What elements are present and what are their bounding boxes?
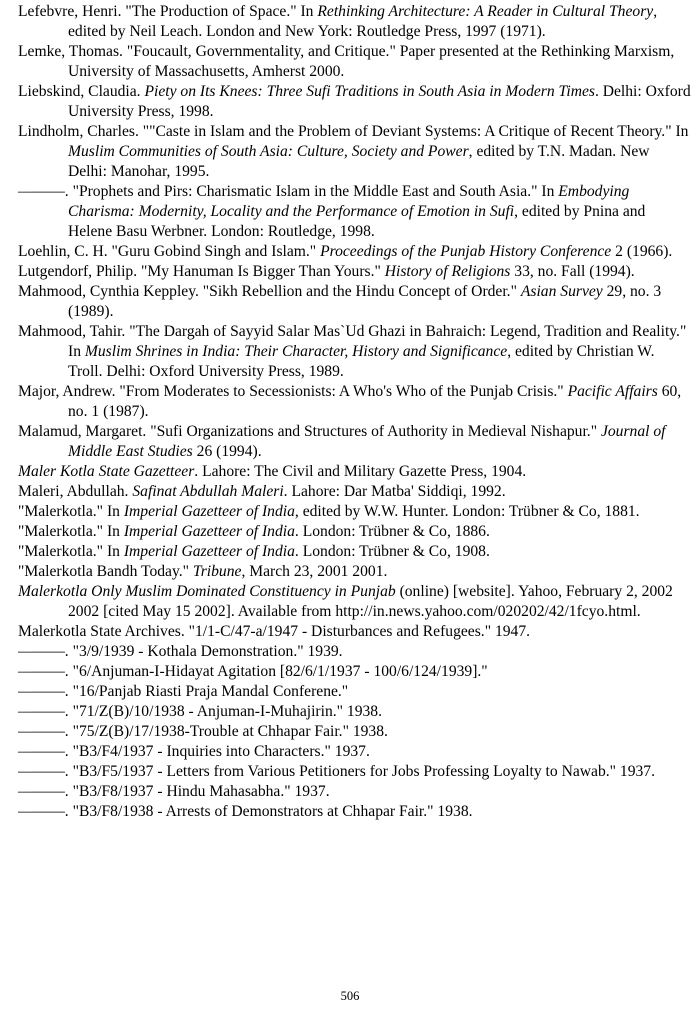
entry-text: ———. "75/Z(B)/17/1938-Trouble at Chhapar Fair." 1938. xyxy=(18,723,388,740)
bibliography-entry xyxy=(18,782,692,802)
bibliography-entry xyxy=(18,582,692,622)
entry-title-italic: Tribune xyxy=(192,563,242,580)
bibliography-entry xyxy=(18,622,692,642)
entry-title-italic: Imperial Gazetteer of India xyxy=(123,543,295,560)
entry-title-italic: Rethinking Architecture: A Reader in Cultural Theory xyxy=(317,3,654,20)
bibliography-entry xyxy=(18,702,692,722)
entry-text: ———. "B3/F4/1937 - Inquiries into Characters." 1937. xyxy=(18,743,370,760)
entry-title-italic: Imperial Gazetteer of India xyxy=(123,523,295,540)
bibliography-entry xyxy=(18,502,692,522)
bibliography-entry xyxy=(18,122,692,182)
bibliography-entry xyxy=(18,42,692,82)
entry-title-italic: Malerkotla Only Muslim Dominated Constituency in Punjab xyxy=(18,583,396,600)
entry-title-italic: Pacific Affairs xyxy=(567,383,658,400)
entry-text: Mahmood, Tahir. "The Dargah of Sayyid Salar Mas`Ud Ghazi in Bahraich: Legend, Tradition and Reality." In xyxy=(18,323,687,360)
page-number: 506 xyxy=(340,989,360,1003)
entry-text: "Malerkotla." In xyxy=(18,543,124,560)
entry-title-italic: Muslim Shrines in India: Their Character, History and Significance xyxy=(84,343,508,360)
bibliography-entry xyxy=(18,662,692,682)
entry-text: (online) [website]. Yahoo, February 2, 2002 2002 [cited May 15 2002]. Available from http://in.news.yahoo.com/020202/42/1fcyo.html. xyxy=(68,583,673,620)
entry-text: Lutgendorf, Philip. "My Hanuman Is Bigger Than Yours." xyxy=(18,263,385,280)
entry-text: . London: Trübner & Co, 1886. xyxy=(294,523,490,540)
entry-text: "Malerkotla Bandh Today." xyxy=(18,563,193,580)
bibliography-entry xyxy=(18,762,692,782)
entry-text: Malerkotla State Archives. "1/1-C/47-a/1947 - Disturbances and Refugees." 1947. xyxy=(18,623,531,640)
bibliography-entry xyxy=(18,642,692,662)
bibliography-entry xyxy=(18,82,692,122)
entry-text: . Lahore: The Civil and Military Gazette Press, 1904. xyxy=(194,463,527,480)
entry-text: , edited by Pnina and Helene Basu Werbner. London: Routledge, 1998. xyxy=(68,203,646,240)
bibliography-entry xyxy=(18,2,692,42)
bibliography-entry xyxy=(18,802,692,822)
entry-text: Mahmood, Cynthia Keppley. "Sikh Rebellion and the Hindu Concept of Order." xyxy=(18,283,521,300)
entry-title-italic: Proceedings of the Punjab History Conference xyxy=(320,243,612,260)
entry-text: ———. "B3/F5/1937 - Letters from Various Petitioners for Jobs Professing Loyalty to Nawab." 1937. xyxy=(18,763,655,780)
bibliography-entry xyxy=(18,422,692,462)
entry-title-italic: Muslim Communities of South Asia: Culture, Society and Power xyxy=(68,143,469,160)
entry-title-italic: Asian Survey xyxy=(520,283,603,300)
entry-text: . Lahore: Dar Matba' Siddiqi, 1992. xyxy=(283,483,506,500)
entry-text: Malamud, Margaret. "Sufi Organizations and Structures of Authority in Medieval Nishapur." xyxy=(18,423,601,440)
entry-text: , March 23, 2001 2001. xyxy=(241,563,388,580)
entry-text: Lemke, Thomas. "Foucault, Governmentality, and Critique." Paper presented at the Rethinking Marxism, University of Massachusetts, Amherst 2000. xyxy=(18,43,675,80)
entry-text: ———. "3/9/1939 - Kothala Demonstration." 1939. xyxy=(18,643,343,660)
entry-text: "Malerkotla." In xyxy=(18,503,124,520)
entry-title-italic: Safinat Abdullah Maleri xyxy=(132,483,284,500)
entry-text: Lindholm, Charles. ""Caste in Islam and the Problem of Deviant Systems: A Critique of Recent Theory." In xyxy=(18,123,689,140)
bibliography-entry xyxy=(18,262,692,282)
entry-text: . London: Trübner & Co, 1908. xyxy=(294,543,490,560)
entry-text: , edited by Neil Leach. London and New York: Routledge Press, 1997 (1971). xyxy=(68,3,658,40)
entry-text: Major, Andrew. "From Moderates to Secessionists: A Who's Who of the Punjab Crisis." xyxy=(18,383,568,400)
entry-title-italic: Maler Kotla State Gazetteer xyxy=(18,463,195,480)
entry-text: 26 (1994). xyxy=(192,443,262,460)
entry-text: Loehlin, C. H. "Guru Gobind Singh and Islam." xyxy=(18,243,321,260)
entry-text: ———. "6/Anjuman-I-Hidayat Agitation [82/6/1/1937 - 100/6/124/1939]." xyxy=(18,663,488,680)
entry-title-italic: History of Religions xyxy=(384,263,511,280)
bibliography-entry xyxy=(18,562,692,582)
entry-text: 29, no. 3 (1989). xyxy=(68,283,662,320)
entry-title-italic: Imperial Gazetteer of India xyxy=(123,503,295,520)
entry-title-italic: Journal of Middle East Studies xyxy=(68,423,666,460)
entry-text: ———. "B3/F8/1937 - Hindu Mahasabha." 1937. xyxy=(18,783,330,800)
bibliography-entry xyxy=(18,742,692,762)
entry-text: ———. "B3/F8/1938 - Arrests of Demonstrators at Chhapar Fair." 1938. xyxy=(18,803,473,820)
entry-text: "Malerkotla." In xyxy=(18,523,124,540)
bibliography-entry xyxy=(18,482,692,502)
entry-text: . Delhi: Oxford University Press, 1998. xyxy=(68,83,691,120)
bibliography-entry xyxy=(18,542,692,562)
entry-text: ———. "Prophets and Pirs: Charismatic Islam in the Middle East and South Asia." In xyxy=(18,183,559,200)
bibliography-entry xyxy=(18,722,692,742)
entry-text: ———. "71/Z(B)/10/1938 - Anjuman-I-Muhajirin." 1938. xyxy=(18,703,382,720)
bibliography-entry xyxy=(18,462,692,482)
bibliography-entry xyxy=(18,682,692,702)
entry-title-italic: Embodying Charisma: Modernity, Locality and the Performance of Emotion in Sufi xyxy=(68,183,630,220)
entry-text: Liebskind, Claudia. xyxy=(18,83,145,100)
bibliography-entry xyxy=(18,182,692,242)
entry-text: 60, no. 1 (1987). xyxy=(68,383,682,420)
entry-text: , edited by T.N. Madan. New Delhi: Manohar, 1995. xyxy=(68,143,650,180)
entry-text: ———. "16/Panjab Riasti Praja Mandal Conferene." xyxy=(18,683,349,700)
entry-text: , edited by Christian W. Troll. Delhi: Oxford University Press, 1989. xyxy=(68,343,655,380)
bibliography-entry xyxy=(18,382,692,422)
bibliography-entry xyxy=(18,522,692,542)
entry-text: , edited by W.W. Hunter. London: Trübner & Co, 1881. xyxy=(294,503,640,520)
entry-text: 33, no. Fall (1994). xyxy=(510,263,635,280)
bibliography-entry xyxy=(18,282,692,322)
bibliography-list xyxy=(18,2,692,822)
bibliography-entry xyxy=(18,322,692,382)
entry-title-italic: Piety on Its Knees: Three Sufi Traditions in South Asia in Modern Times xyxy=(144,83,595,100)
bibliography-entry xyxy=(18,242,692,262)
entry-text: Maleri, Abdullah. xyxy=(18,483,133,500)
entry-text: Lefebvre, Henri. "The Production of Space." In xyxy=(18,3,318,20)
entry-text: 2 (1966). xyxy=(611,243,673,260)
